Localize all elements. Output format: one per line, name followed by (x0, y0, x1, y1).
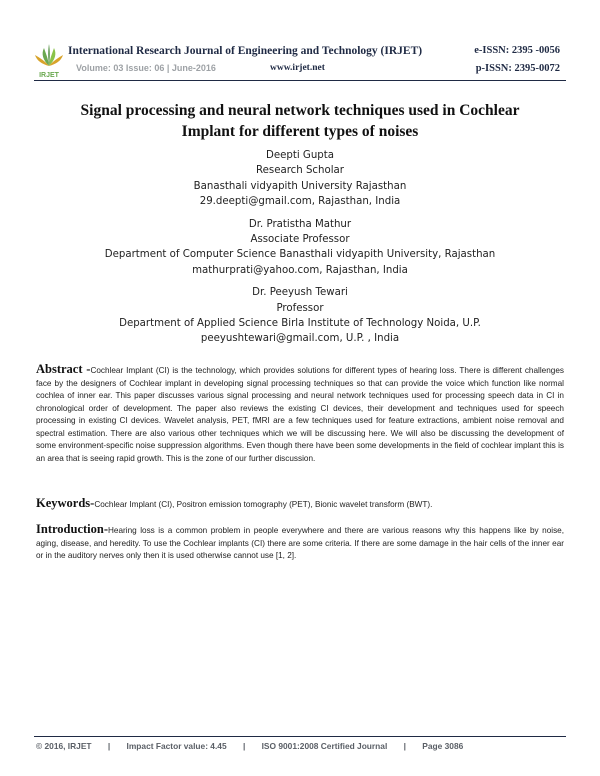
footer-separator: | (242, 741, 246, 751)
journal-title: International Research Journal of Engineering and Technology (IRJET) (68, 45, 423, 57)
author-name: Dr. Peeyush Tewari (252, 287, 348, 299)
paper-title (40, 100, 560, 142)
footer-page-number: Page 3086 (422, 741, 464, 751)
abstract-text: Cochlear Implant (CI) is the technology, which provides solutions for different types of hearing loss. There is different challenges face by the designers of Cochlear implant in developing signal processing techniques so that can provide the voice which function like normal cochlea of inner ear. This paper discusses various signal processing and neural network techniques used for processing speech data in CI in chronological order of development. The paper also reviews the existing CI devices, their development and techniques used for speech processing in existing CI devices. Wavelet analysis, PET, fMRI are a few techniques used for feature extractions, ambient noise removal and spectral estimation. There are also various other techniques which we will be discussing here. We will also be discussing the development of some environment-specific noise suppression algorithms. Even though there have been some developments in the field of cochlear implant this is an area that is seeing rapid growth. This is the zone of our further discussion. (36, 366, 564, 463)
author-role: Research Scholar (256, 165, 344, 177)
footer-separator: | (107, 741, 111, 751)
author-contact: 29.deepti@gmail.com, Rajasthan, India (199, 196, 401, 208)
introduction-section (36, 523, 564, 563)
footer-copyright: © 2016, IRJET (36, 741, 92, 751)
abstract-label: Abstract - (36, 362, 91, 376)
author-contact: mathurprati@yahoo.com, Rajasthan, India (192, 264, 408, 276)
introduction-text: Hearing loss is a common problem in people everywhere and there are various reasons why this happens like by noise, aging, disease, and heredity. To use the Cochlear implants (CI) there are some criteria. If there are some damage in the hair cells of the inner ear or in the auditory nerves only then it is used otherwise cannot use [1, 2]. (36, 526, 564, 560)
keywords-section (36, 497, 564, 512)
page-footer (36, 741, 566, 751)
keywords-label: Keywords- (36, 496, 95, 510)
paper-title-line2: Implant for different types of noises (181, 123, 419, 140)
author-name: Dr. Pratistha Mathur (248, 218, 352, 230)
logo-text: IRJET (39, 72, 59, 79)
journal-header (30, 42, 560, 82)
paper-title-line1: Signal processing and neural network techniques used in Cochlear (80, 102, 520, 119)
keywords-text: Cochlear Implant (CI), Positron emission tomography (PET), Bionic wavelet transform (BWT). (94, 500, 433, 509)
author-affiliation: Department of Applied Science Birla Institute of Technology Noida, U.P. (119, 318, 481, 330)
author-role: Associate Professor (250, 234, 350, 246)
introduction-label: Introduction- (36, 522, 109, 536)
footer-separator: | (403, 741, 406, 751)
p-issn: p-ISSN: 2395-0072 (475, 63, 560, 74)
author-affiliation: Banasthali vidyapith University Rajasthan (193, 180, 407, 192)
author-list (60, 148, 540, 354)
abstract-section (36, 363, 564, 465)
footer-divider (34, 736, 566, 737)
author-affiliation: Department of Computer Science Banasthali vidyapith University, Rajasthan (104, 249, 496, 261)
footer-iso: ISO 9001:2008 Certified Journal (261, 741, 388, 751)
footer-impact-factor: Impact Factor value: 4.45 (126, 741, 227, 751)
author-role: Professor (276, 302, 324, 314)
volume-issue: Volume: 03 Issue: 06 | June-2016 (76, 63, 216, 73)
header-divider (34, 80, 566, 81)
author-block (60, 148, 540, 210)
author-contact: peeyushtewari@gmail.com, U.P. , India (200, 333, 400, 345)
e-issn: e-ISSN: 2395 -0056 (474, 45, 560, 56)
journal-website-link[interactable]: www.irjet.net (270, 63, 325, 73)
irjet-logo-icon (34, 42, 64, 80)
author-name: Deepti Gupta (266, 150, 334, 161)
author-block (60, 217, 540, 279)
author-block (60, 285, 540, 347)
